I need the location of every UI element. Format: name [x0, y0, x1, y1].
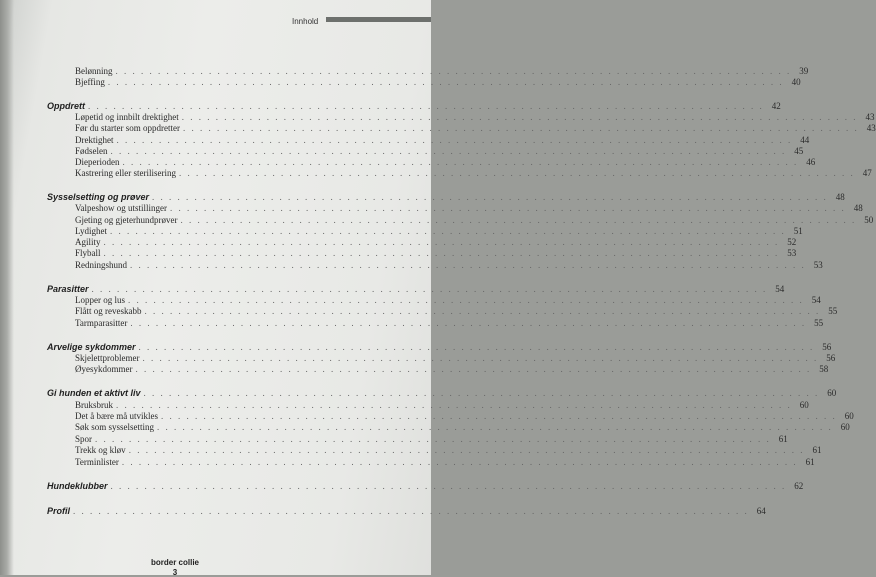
toc-page-number: 61 — [778, 434, 788, 444]
toc-section-heading — [47, 284, 785, 294]
toc-leader-dots: . . . . . . . . . . . . . . . . . . . . . . . . . . . . . . . . . . . . . . . . . . . . . . . . . . . . . . . . . . . . . . . . . . . . . . . . . . . . . . . . — [135, 364, 812, 374]
toc-page-number: 60 — [844, 411, 854, 421]
toc-entry — [75, 66, 809, 76]
toc-leader-dots: . . . . . . . . . . . . . . . . . . . . . . . . . . . . . . . . . . . . . . . . . . . . . . . . . . . . . . . . . . . . . . . . . . . . . . . . . . . . . . . . — [130, 318, 807, 328]
toc-entry — [75, 237, 797, 247]
toc-entry-title: Før du starter som oppdretter — [75, 123, 180, 133]
toc-entry-title: Profil — [47, 506, 71, 516]
toc-leader-dots: . . . . . . . . . . . . . . . . . . . . . . . . . . . . . . . . . . . . . . . . . . . . . . . . . . . . . . . . . . . . . . . . . . . . . . . . . . . . . . . . — [128, 295, 804, 305]
toc-entry-title: Valpeshow og utstillinger — [75, 203, 167, 213]
toc-leader-dots: . . . . . . . . . . . . . . . . . . . . . . . . . . . . . . . . . . . . . . . . . . . . . . . . . . . . . . . . . . . . . . . . . . . . . . . . . . . . . . . . — [116, 400, 792, 410]
toc-entry-title: Søk som sysselsetting — [75, 422, 155, 432]
toc-leader-dots: . . . . . . . . . . . . . . . . . . . . . . . . . . . . . . . . . . . . . . . . . . . . . . . . . . . . . . . . . . . . . . . . . . . . . . . . . . . . . . . . — [110, 146, 787, 156]
toc-entry-title: Tarmparasitter — [75, 318, 128, 328]
toc-entry — [75, 135, 810, 145]
toc-entry-title: Terminlister — [75, 457, 119, 467]
toc-entry-title: Skjelettproblemer — [75, 353, 140, 363]
toc-page-number: 60 — [827, 388, 837, 398]
toc-entry — [75, 457, 815, 467]
toc-page-number: 61 — [812, 445, 822, 455]
toc-leader-dots: . . . . . . . . . . . . . . . . . . . . . . . . . . . . . . . . . . . . . . . . . . . . . . . . . . . . . . . . . . . . . . . . . . . . . . . . . . . . . . . . — [128, 445, 805, 455]
toc-page-number: 44 — [800, 135, 810, 145]
toc-leader-dots: . . . . . . . . . . . . . . . . . . . . . . . . . . . . . . . . . . . . . . . . . . . . . . . . . . . . . . . . . . . . . . . . . . . . . . . . . . . . . . . . — [138, 342, 815, 352]
toc-section-heading — [47, 506, 766, 516]
toc-page-number: 54 — [775, 284, 785, 294]
toc-entry-title: Kastrering eller sterilisering — [75, 168, 176, 178]
toc-leader-dots: . . . . . . . . . . . . . . . . . . . . . . . . . . . . . . . . . . . . . . . . . . . . . . . . . . . . . . . . . . . . . . . . . . . . . . . . . . . . . . . . — [160, 411, 837, 421]
toc-entry — [75, 411, 854, 421]
toc-entry-title: Flyball — [75, 248, 101, 258]
toc-entry — [75, 146, 804, 156]
toc-entry-title: Parasitter — [47, 284, 89, 294]
toc-page-number: 46 — [806, 157, 816, 167]
toc-entry — [75, 400, 809, 410]
toc-section-heading — [47, 481, 804, 491]
header-label: Innhold — [292, 16, 319, 26]
toc-entry-title: Drektighet — [75, 135, 114, 145]
toc-page-number: 55 — [828, 306, 838, 316]
toc-page-number: 60 — [799, 400, 809, 410]
toc-section-heading — [47, 101, 781, 111]
toc-entry-title: Spor — [75, 434, 93, 444]
toc-entry-title: Lydighet — [75, 226, 107, 236]
toc-entry — [75, 77, 801, 87]
footer-book-title: border collie — [150, 558, 199, 567]
toc-entry — [75, 445, 822, 455]
toc-section-heading — [47, 388, 837, 398]
toc-leader-dots: . . . . . . . . . . . . . . . . . . . . . . . . . . . . . . . . . . . . . . . . . . . . . . . . . . . . . . . . . . . . . . . . . . . . . . . . . . . . . . . . — [116, 135, 793, 145]
toc-entry — [75, 112, 875, 122]
toc-entry — [75, 248, 797, 258]
toc-entry — [75, 203, 863, 213]
toc-entry-title: Fødselen — [75, 146, 108, 156]
toc-page-number: 47 — [862, 168, 872, 178]
toc-page-number: 50 — [864, 215, 874, 225]
toc-page-number: 43 — [865, 112, 875, 122]
toc-leader-dots: . . . . . . . . . . . . . . . . . . . . . . . . . . . . . . . . . . . . . . . . . . . . . . . . . . . . . . . . . . . . . . . . . . . . . . . . . . . . . . . . — [178, 168, 855, 178]
toc-page-number: 58 — [819, 364, 829, 374]
toc-page-number: 53 — [813, 260, 823, 270]
toc-leader-dots: . . . . . . . . . . . . . . . . . . . . . . . . . . . . . . . . . . . . . . . . . . . . . . . . . . . . . . . . . . . . . . . . . . . . . . . . . . . . . . . . — [103, 237, 780, 247]
toc-entry — [75, 168, 872, 178]
toc-leader-dots: . . . . . . . . . . . . . . . . . . . . . . . . . . . . . . . . . . . . . . . . . . . . . . . . . . . . . . . . . . . . . . . . . . . . . . . . . . . . . . . . — [107, 77, 784, 87]
toc-page-number: 53 — [787, 248, 797, 258]
toc-entry — [75, 123, 876, 133]
toc-page-number: 56 — [822, 342, 832, 352]
toc-entry — [75, 157, 816, 167]
toc-leader-dots: . . . . . . . . . . . . . . . . . . . . . . . . . . . . . . . . . . . . . . . . . . . . . . . . . . . . . . . . . . . . . . . . . . . . . . . . . . . . . . . . — [115, 66, 792, 76]
toc-leader-dots: . . . . . . . . . . . . . . . . . . . . . . . . . . . . . . . . . . . . . . . . . . . . . . . . . . . . . . . . . . . . . . . . . . . . . . . . . . . . . . . . — [157, 422, 833, 432]
toc-entry — [75, 364, 829, 374]
toc-entry-title: Øyesykdommer — [75, 364, 133, 374]
toc-leader-dots: . . . . . . . . . . . . . . . . . . . . . . . . . . . . . . . . . . . . . . . . . . . . . . . . . . . . . . . . . . . . . . . . . . . . . . . . . . . . . . . . — [103, 248, 780, 258]
toc-page-number: 60 — [840, 422, 850, 432]
toc-entry-title: Redningshund — [75, 260, 128, 270]
toc-leader-dots: . . . . . . . . . . . . . . . . . . . . . . . . . . . . . . . . . . . . . . . . . . . . . . . . . . . . . . . . . . . . . . . . . . . . . . . . . . . . . . . . — [121, 457, 798, 467]
toc-entry — [75, 306, 838, 316]
toc-entry-title: Oppdrett — [47, 101, 85, 111]
toc-page-number: 64 — [756, 506, 766, 516]
toc-leader-dots: . . . . . . . . . . . . . . . . . . . . . . . . . . . . . . . . . . . . . . . . . . . . . . . . . . . . . . . . . . . . . . . . . . . . . . . . . . . . . . . . — [73, 506, 749, 516]
toc-leader-dots: . . . . . . . . . . . . . . . . . . . . . . . . . . . . . . . . . . . . . . . . . . . . . . . . . . . . . . . . . . . . . . . . . . . . . . . . . . . . . . . . — [142, 353, 819, 363]
toc-section-heading — [47, 342, 832, 352]
toc-page-number: 45 — [794, 146, 804, 156]
toc-page-number: 61 — [805, 457, 815, 467]
toc-entry-title: Belønning — [75, 66, 113, 76]
toc-page-number: 43 — [866, 123, 876, 133]
toc-page-number: 48 — [853, 203, 863, 213]
toc-page-number: 42 — [771, 101, 781, 111]
toc-page-number: 51 — [793, 226, 803, 236]
toc-leader-dots: . . . . . . . . . . . . . . . . . . . . . . . . . . . . . . . . . . . . . . . . . . . . . . . . . . . . . . . . . . . . . . . . . . . . . . . . . . . . . . . . — [110, 481, 787, 491]
toc-page-number: 55 — [814, 318, 824, 328]
toc-entry-title: Trekk og kløv — [75, 445, 126, 455]
toc-leader-dots: . . . . . . . . . . . . . . . . . . . . . . . . . . . . . . . . . . . . . . . . . . . . . . . . . . . . . . . . . . . . . . . . . . . . . . . . . . . . . . . . — [181, 112, 858, 122]
toc-page-number: 40 — [791, 77, 801, 87]
toc-leader-dots: . . . . . . . . . . . . . . . . . . . . . . . . . . . . . . . . . . . . . . . . . . . . . . . . . . . . . . . . . . . . . . . . . . . . . . . . . . . . . . . . — [144, 306, 821, 316]
toc-page-number: 62 — [794, 481, 804, 491]
toc-entry — [75, 318, 824, 328]
toc-entry-title: Gjeting og gjeterhundprøver — [75, 215, 178, 225]
toc-entry-title: Dieperioden — [75, 157, 120, 167]
toc-leader-dots: . . . . . . . . . . . . . . . . . . . . . . . . . . . . . . . . . . . . . . . . . . . . . . . . . . . . . . . . . . . . . . . . . . . . . . . . . . . . . . . . — [95, 434, 771, 444]
toc-entry — [75, 260, 823, 270]
toc-entry-title: Agility — [75, 237, 101, 247]
toc-leader-dots: . . . . . . . . . . . . . . . . . . . . . . . . . . . . . . . . . . . . . . . . . . . . . . . . . . . . . . . . . . . . . . . . . . . . . . . . . . . . . . . . — [122, 157, 799, 167]
toc-entry-title: Gi hunden et aktivt liv — [47, 388, 141, 398]
toc-entry — [75, 434, 788, 444]
toc-entry — [75, 295, 821, 305]
toc-leader-dots: . . . . . . . . . . . . . . . . . . . . . . . . . . . . . . . . . . . . . . . . . . . . . . . . . . . . . . . . . . . . . . . . . . . . . . . . . . . . . . . . — [91, 284, 768, 294]
toc-entry-title: Det å bære må utvikles — [75, 411, 158, 421]
toc-entry-title: Bjeffing — [75, 77, 105, 87]
toc-entry — [75, 422, 850, 432]
toc-leader-dots: . . . . . . . . . . . . . . . . . . . . . . . . . . . . . . . . . . . . . . . . . . . . . . . . . . . . . . . . . . . . . . . . . . . . . . . . . . . . . . . . — [152, 192, 828, 202]
toc-section-heading — [47, 192, 845, 202]
toc-entry-title: Sysselsetting og prøver — [47, 192, 150, 202]
toc-page-number: 48 — [835, 192, 845, 202]
toc-entry — [75, 226, 803, 236]
toc-leader-dots: . . . . . . . . . . . . . . . . . . . . . . . . . . . . . . . . . . . . . . . . . . . . . . . . . . . . . . . . . . . . . . . . . . . . . . . . . . . . . . . . — [143, 388, 820, 398]
toc-leader-dots: . . . . . . . . . . . . . . . . . . . . . . . . . . . . . . . . . . . . . . . . . . . . . . . . . . . . . . . . . . . . . . . . . . . . . . . . . . . . . . . . — [110, 226, 786, 236]
toc-leader-dots: . . . . . . . . . . . . . . . . . . . . . . . . . . . . . . . . . . . . . . . . . . . . . . . . . . . . . . . . . . . . . . . . . . . . . . . . . . . . . . . . — [180, 215, 857, 225]
toc-page-number: 39 — [799, 66, 809, 76]
toc-entry — [75, 215, 874, 225]
toc-leader-dots: . . . . . . . . . . . . . . . . . . . . . . . . . . . . . . . . . . . . . . . . . . . . . . . . . . . . . . . . . . . . . . . . . . . . . . . . . . . . . . . . — [88, 101, 764, 111]
toc-page-number: 54 — [811, 295, 821, 305]
toc-entry-title: Løpetid og innbilt drektighet — [75, 112, 179, 122]
toc-entry-title: Hundeklubber — [47, 481, 108, 491]
toc-leader-dots: . . . . . . . . . . . . . . . . . . . . . . . . . . . . . . . . . . . . . . . . . . . . . . . . . . . . . . . . . . . . . . . . . . . . . . . . . . . . . . . . — [130, 260, 806, 270]
toc-page-number: 56 — [826, 353, 836, 363]
toc-entry-title: Lopper og lus — [75, 295, 125, 305]
toc-leader-dots: . . . . . . . . . . . . . . . . . . . . . . . . . . . . . . . . . . . . . . . . . . . . . . . . . . . . . . . . . . . . . . . . . . . . . . . . . . . . . . . . — [170, 203, 846, 213]
toc-entry-title: Arvelige sykdommer — [47, 342, 136, 352]
toc-entry-title: Flått og reveskabb — [75, 306, 142, 316]
toc-page-number: 52 — [787, 237, 797, 247]
footer-page-number: 3 — [172, 568, 178, 577]
toc-entry-title: Bruksbruk — [75, 400, 113, 410]
toc-entry — [75, 353, 836, 363]
toc-leader-dots: . . . . . . . . . . . . . . . . . . . . . . . . . . . . . . . . . . . . . . . . . . . . . . . . . . . . . . . . . . . . . . . . . . . . . . . . . . . . . . . . — [182, 123, 859, 133]
